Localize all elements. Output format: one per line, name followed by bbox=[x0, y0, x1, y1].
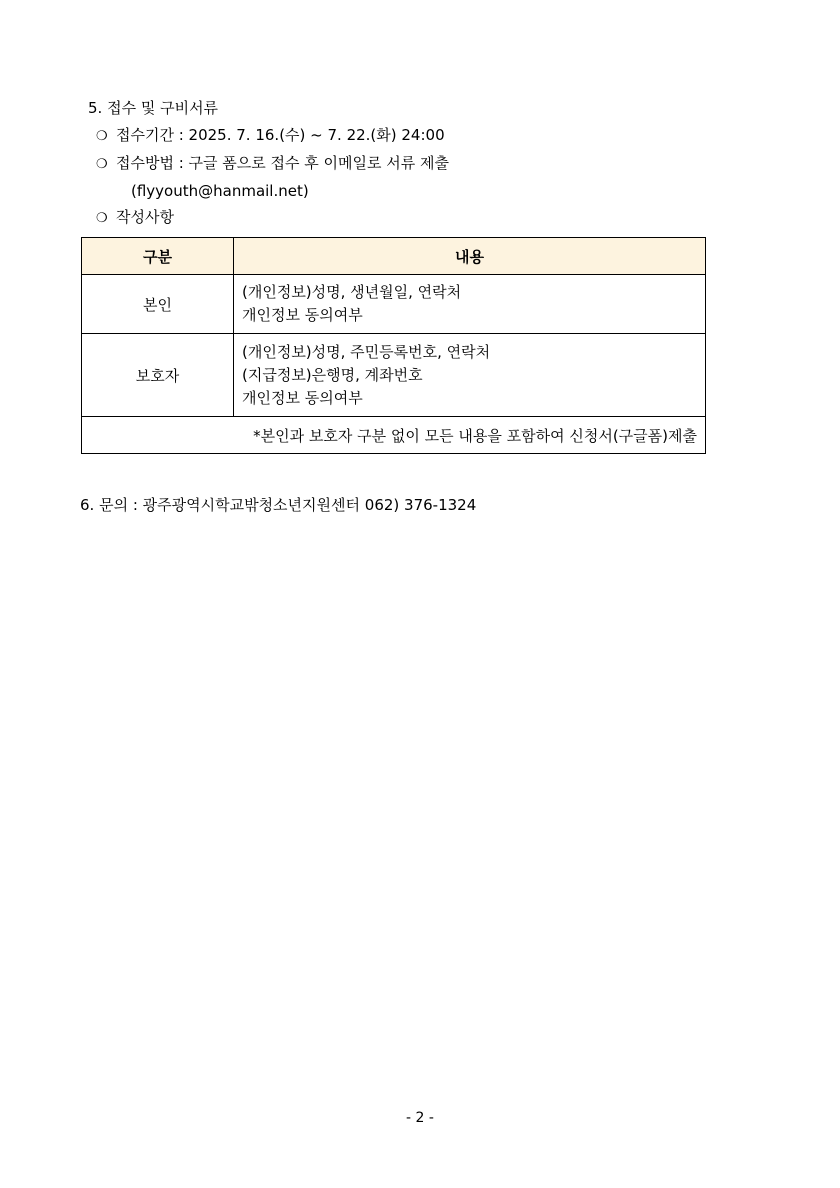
period-item bbox=[96, 125, 445, 147]
submission-items-table bbox=[81, 237, 706, 454]
row-label-self: 본인 bbox=[82, 275, 234, 334]
content-line: (개인정보)성명, 생년월일, 연락처 bbox=[242, 283, 462, 301]
content-line: 개인정보 동의여부 bbox=[242, 388, 363, 407]
table-row bbox=[82, 334, 706, 417]
period-text: 접수기간 : 2025. 7. 16.(수) ~ 7. 22.(화) 24:00 bbox=[116, 126, 445, 144]
content-line: (개인정보)성명, 주민등록번호, 연락처 bbox=[242, 342, 491, 361]
table-header-category: 구분 bbox=[82, 238, 234, 275]
table-header-content: 내용 bbox=[234, 238, 706, 275]
circle-bullet-icon: ❍ bbox=[96, 211, 108, 226]
circle-bullet-icon: ❍ bbox=[96, 129, 108, 144]
row-content-self bbox=[234, 275, 706, 334]
section-5-title: 5. 접수 및 구비서류 bbox=[88, 99, 219, 117]
circle-bullet-icon: ❍ bbox=[96, 157, 108, 172]
method-item bbox=[96, 153, 449, 175]
table-row bbox=[82, 275, 706, 334]
writing-text: 작성사항 bbox=[116, 208, 174, 226]
row-label-guardian: 보호자 bbox=[82, 334, 234, 417]
email-address: (flyyouth@hanmail.net) bbox=[131, 182, 309, 200]
writing-item bbox=[96, 207, 174, 229]
table-header-row bbox=[82, 238, 706, 275]
row-content-guardian bbox=[234, 334, 706, 417]
contact-info: 6. 문의 : 광주광역시학교밖청소년지원센터 062) 376-1324 bbox=[80, 496, 477, 514]
page-number: - 2 - bbox=[406, 1110, 434, 1126]
content-line: 개인정보 동의여부 bbox=[242, 306, 363, 324]
method-text: 접수방법 : 구글 폼으로 접수 후 이메일로 서류 제출 bbox=[116, 154, 450, 172]
table-note-row bbox=[82, 417, 706, 454]
content-line: (지급정보)은행명, 계좌번호 bbox=[242, 365, 423, 384]
table-note: *본인과 보호자 구분 없이 모든 내용을 포함하여 신청서(구글폼)제출 bbox=[82, 417, 706, 454]
